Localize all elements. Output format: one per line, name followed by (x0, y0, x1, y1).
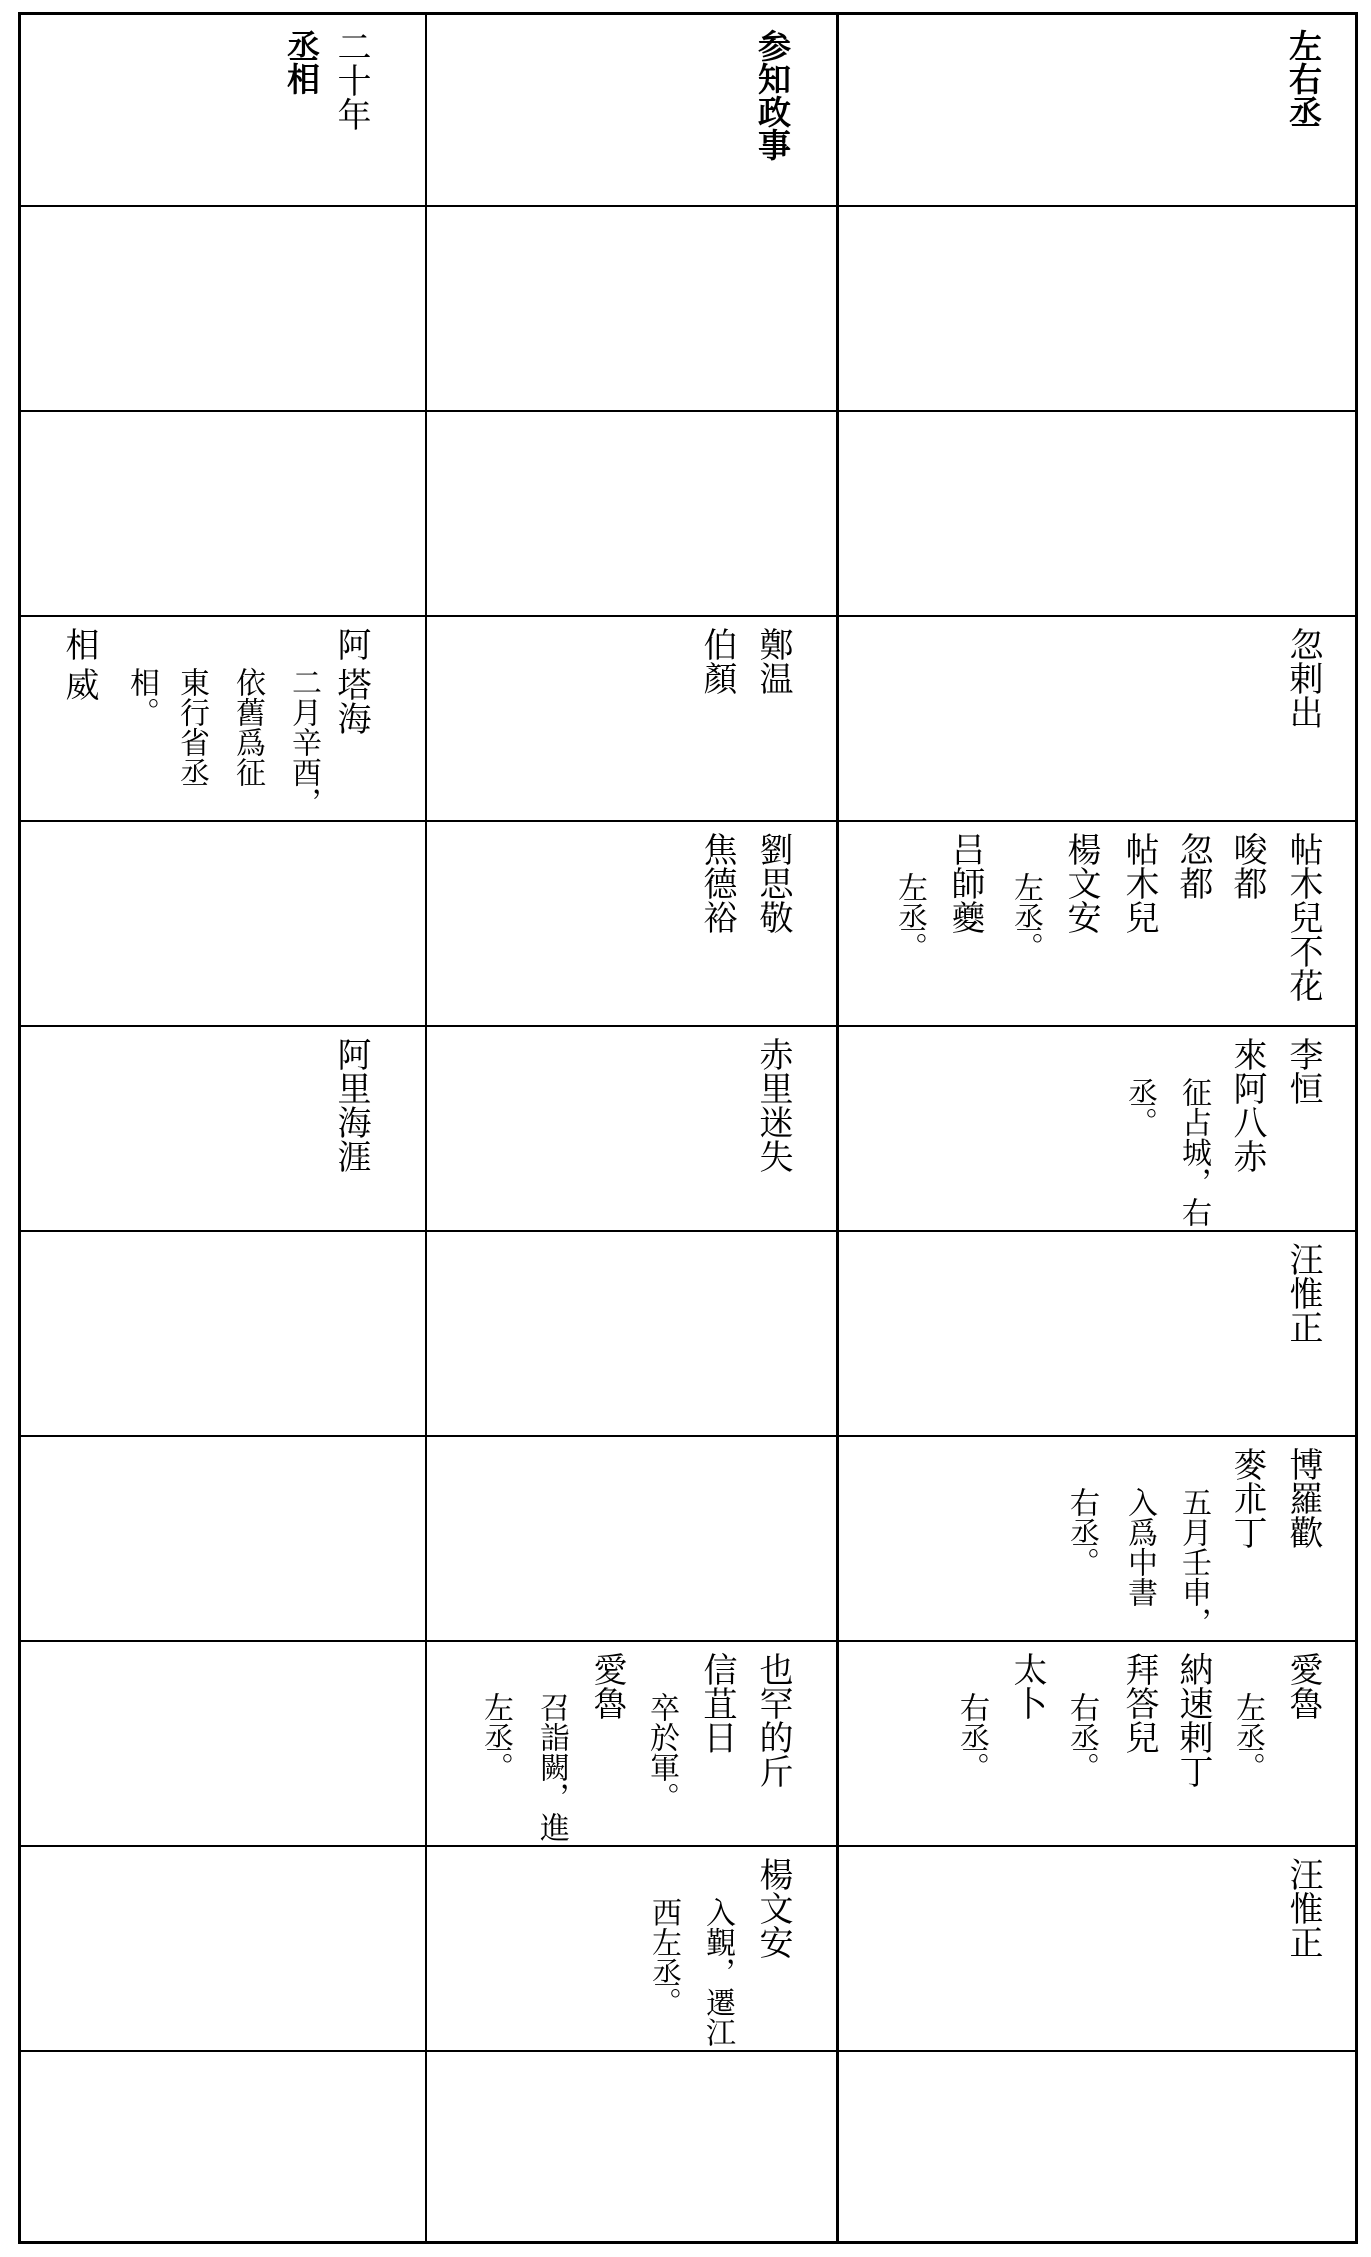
row-divider (21, 2050, 1355, 2052)
entry-text: 忽都 (1173, 832, 1213, 900)
entry-text: 伯顏 (697, 627, 737, 695)
entry-text: 楊文安 (753, 1857, 793, 1959)
entry-note: 右丞。 (1064, 1692, 1099, 1782)
entry-note: 入爲中書 (1122, 1487, 1157, 1607)
entry-text: 愛魯 (1283, 1652, 1323, 1720)
entry-note: 右丞。 (1064, 1487, 1099, 1577)
row-divider (21, 205, 1355, 207)
entry-text: 博羅歡 (1283, 1447, 1323, 1549)
entry-text: 吕師夔 (945, 832, 985, 934)
entry-text: 阿 (331, 627, 371, 661)
entry-text: 楊文安 (1061, 832, 1101, 934)
entry-text: 相 (59, 627, 99, 661)
header-cell-col1 (21, 15, 425, 205)
row-divider (21, 410, 1355, 412)
table-row (21, 1025, 1355, 1230)
year-label: 二十年 (331, 29, 371, 131)
entry-text: 赤里迷失 (753, 1037, 793, 1173)
entry-note: 五月壬申， (1176, 1487, 1211, 1637)
table-row (21, 1230, 1355, 1435)
entry-text: 也罕的斤 (753, 1652, 793, 1788)
entry-note: 卒於軍。 (644, 1692, 679, 1812)
column-title-councillor: 参知政事 (753, 29, 792, 161)
entry-note: 二月辛酉， (286, 667, 321, 817)
entry-text: 太卜 (1007, 1652, 1047, 1720)
entry-text: 忽剌出 (1283, 627, 1323, 729)
entry-note: 右丞。 (954, 1692, 989, 1782)
entry-text: 帖木兒不花 (1283, 832, 1323, 1002)
entry-text: 信苴日 (697, 1652, 737, 1754)
entry-text: 納速剌丁 (1173, 1652, 1213, 1788)
entry-text: 李恒 (1283, 1037, 1323, 1105)
entry-text: 汪惟正 (1283, 1242, 1323, 1344)
entry-note: 入覲，遷江 (700, 1897, 735, 2047)
entry-note: 左丞。 (1230, 1692, 1265, 1782)
official-table (18, 12, 1358, 2244)
entry-text: 焦德裕 (697, 832, 737, 934)
table-row (21, 1845, 1355, 2050)
entry-note: 相。 (124, 667, 159, 727)
column-title-assistant: 左右丞 (1284, 29, 1323, 128)
entry-note: 左丞。 (478, 1692, 513, 1782)
table-row (21, 615, 1355, 820)
entry-text: 汪惟正 (1283, 1857, 1323, 1959)
table-row (21, 820, 1355, 1025)
entry-text: 拜答兒 (1119, 1652, 1159, 1754)
column-title-chancellor: 丞相 (282, 29, 321, 95)
entry-text: 劉思敬 (753, 832, 793, 934)
entry-note: 左丞。 (892, 872, 927, 962)
table-row (21, 1435, 1355, 1640)
entry-note: 依舊爲征 (230, 667, 265, 787)
entry-text: 麥朮丁 (1227, 1447, 1267, 1549)
header-cell-col3 (839, 15, 1355, 205)
entry-note: 左丞。 (1008, 872, 1043, 962)
entry-text: 塔海 (331, 667, 371, 735)
entry-note: 丞。 (1122, 1077, 1157, 1137)
entry-text: 帖木兒 (1119, 832, 1159, 934)
header-cell-col2 (427, 15, 836, 205)
entry-text: 威 (59, 667, 99, 701)
entry-text: 鄭温 (753, 627, 793, 695)
entry-note: 西左丞。 (646, 1897, 681, 2017)
entry-note: 東行省丞 (174, 667, 209, 787)
entry-text: 阿里海涯 (331, 1037, 371, 1173)
entry-text: 唆都 (1227, 832, 1267, 900)
entry-text: 愛魯 (587, 1652, 627, 1720)
entry-note: 召詣闕，進 (534, 1692, 569, 1842)
entry-note: 征占城，右 (1176, 1077, 1211, 1227)
entry-text: 來阿八赤 (1227, 1037, 1267, 1173)
table-row (21, 1640, 1355, 1845)
